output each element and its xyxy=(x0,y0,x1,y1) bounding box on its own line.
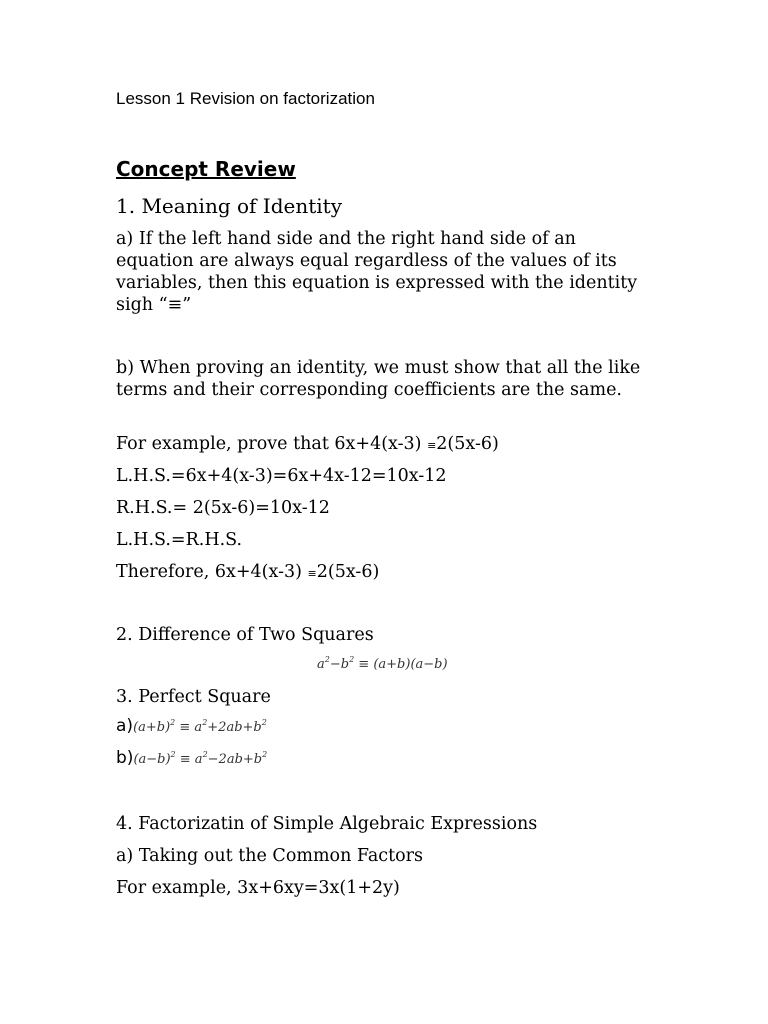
section-2-heading: 2. Difference of Two Squares xyxy=(116,625,374,645)
rhs-line: R.H.S.= 2(5x-6)=10x-12 xyxy=(116,498,330,518)
identity-paragraph-a: a) If the left hand side and the right hand side of an equation are always equal regardless of the values of its variables, then this equation is expressed with the identity sigh “≡” xyxy=(116,229,638,315)
difference-of-squares-formula: $a^2-b^2 \equiv (a+b)(a-b)$ xyxy=(317,655,448,672)
lesson-title: Lesson 1 Revision on factorization xyxy=(116,89,375,108)
identity-symbol: ≡ xyxy=(307,567,317,580)
example-intro-text: For example, prove that 6x+4(x-3) xyxy=(116,434,422,454)
section-1-heading: 1. Meaning of Identity xyxy=(116,194,342,218)
perfect-square-a-formula: $a)(a+b)^2 \equiv a^2+2ab+b^2$ xyxy=(116,716,267,736)
section-4-subheading-a: a) Taking out the Common Factors xyxy=(116,846,424,866)
section-4-heading: 4. Factorizatin of Simple Algebraic Expressions xyxy=(116,814,538,834)
section-3-heading: 3. Perfect Square xyxy=(116,687,271,707)
conclusion-left-text: Therefore, 6x+4(x-3) xyxy=(116,562,302,582)
identity-example-line xyxy=(116,433,499,457)
identity-symbol: ≡ xyxy=(427,439,437,452)
identity-paragraph-b: b) When proving an identity, we must show that all the like terms and their corresponding coefficients are the same. xyxy=(116,358,641,400)
conclusion-line xyxy=(116,561,379,585)
factorization-example-line: For example, 3x+6xy=3x(1+2y) xyxy=(116,878,400,898)
example-rhs-text: 2(5x-6) xyxy=(436,434,499,454)
perfect-square-b-label: b) xyxy=(116,748,134,768)
perfect-square-a-label: a) xyxy=(116,716,134,736)
lhs-line: L.H.S.=6x+4(x-3)=6x+4x-12=10x-12 xyxy=(116,466,447,486)
perfect-square-b-formula: $b)(a-b)^2 \equiv a^2-2ab+b^2$ xyxy=(116,748,268,768)
lhs-equals-rhs-line: L.H.S.=R.H.S. xyxy=(116,530,243,550)
concept-review-title: Concept Review xyxy=(116,157,296,181)
conclusion-right-text: 2(5x-6) xyxy=(316,562,380,582)
